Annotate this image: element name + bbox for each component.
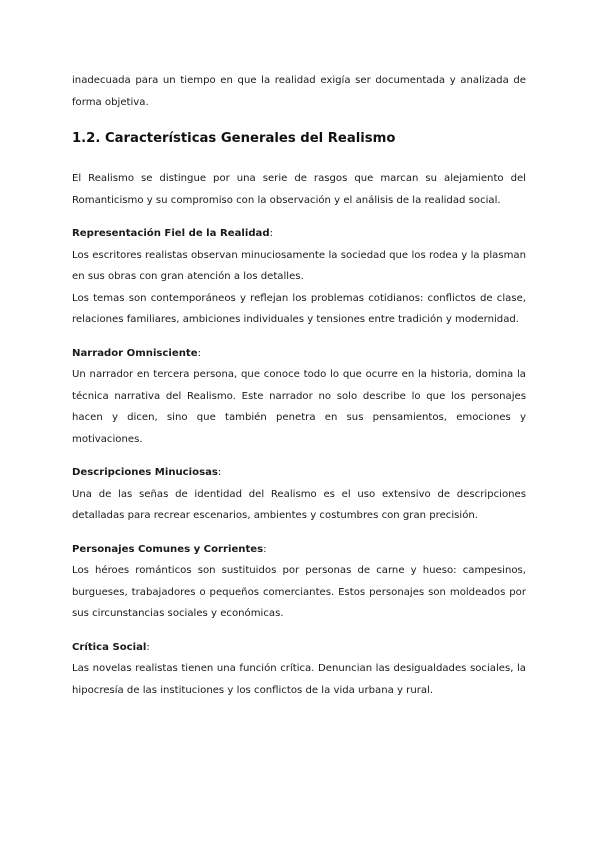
section-paragraph: Los escritores realistas observan minuciosamente la sociedad que los rodea y la plasman en sus obras con gran atención a los detalles. xyxy=(72,249,526,282)
section-personajes xyxy=(72,539,526,625)
section-paragraph: Un narrador en tercera persona, que conoce todo lo que ocurre en la historia, domina la técnica narrativa del Realismo. Este narrador no solo describe lo que los personajes hacen y dicen, sino que también penetra en sus pensamientos, emociones y motivaciones. xyxy=(72,369,526,445)
section-narrador xyxy=(72,343,526,451)
section-paragraph: Los temas son contemporáneos y reflejan los problemas cotidianos: conflictos de clase, relaciones familiares, ambiciones individuales y tensiones entre tradición y modernidad. xyxy=(72,292,526,325)
section-title xyxy=(72,343,526,365)
section-title-colon: : xyxy=(197,347,201,359)
section-title-colon: : xyxy=(263,543,267,555)
intro-continuation-paragraph: inadecuada para un tiempo en que la realidad exigía ser documentada y analizada de forma objetiva. xyxy=(72,75,526,108)
section-title xyxy=(72,637,526,659)
section-title xyxy=(72,539,526,561)
section-critica xyxy=(72,637,526,702)
section-title-colon: : xyxy=(146,641,150,653)
document-page xyxy=(72,70,526,701)
section-title-text: Descripciones Minuciosas xyxy=(72,467,218,478)
section-title xyxy=(72,223,526,245)
section-title-text: Crítica Social xyxy=(72,641,147,653)
section-title-text: Personajes Comunes y Corrientes xyxy=(72,543,264,555)
section-title-text: Representación Fiel de la Realidad xyxy=(72,228,270,239)
lead-paragraph: El Realismo se distingue por una serie de rasgos que marcan su alejamiento del Romanticismo y su compromiso con la observación y el análisis de la realidad social. xyxy=(72,173,526,206)
section-title-colon: : xyxy=(269,228,273,239)
section-representacion xyxy=(72,223,526,331)
section-paragraph: Los héroes románticos son sustituidos por personas de carne y hueso: campesinos, burgueses, trabajadores o pequeños comerciantes. Estos personajes son moldeados por sus circunstancias sociales y económicas. xyxy=(72,565,526,619)
section-descripciones xyxy=(72,462,526,527)
section-title xyxy=(72,462,526,484)
section-title-colon: : xyxy=(217,467,222,478)
section-heading: 1.2. Características Generales del Realismo xyxy=(72,131,396,146)
section-paragraph: Una de las señas de identidad del Realismo es el uso extensivo de descripciones detalladas para recrear escenarios, ambientes y costumbres con gran precisión. xyxy=(72,488,526,521)
section-title-text: Narrador Omnisciente xyxy=(72,347,198,359)
section-paragraph: Las novelas realistas tienen una función crítica. Denuncian las desigualdades sociales, la hipocresía de las instituciones y los conflictos de la vida urbana y rural. xyxy=(72,663,526,696)
